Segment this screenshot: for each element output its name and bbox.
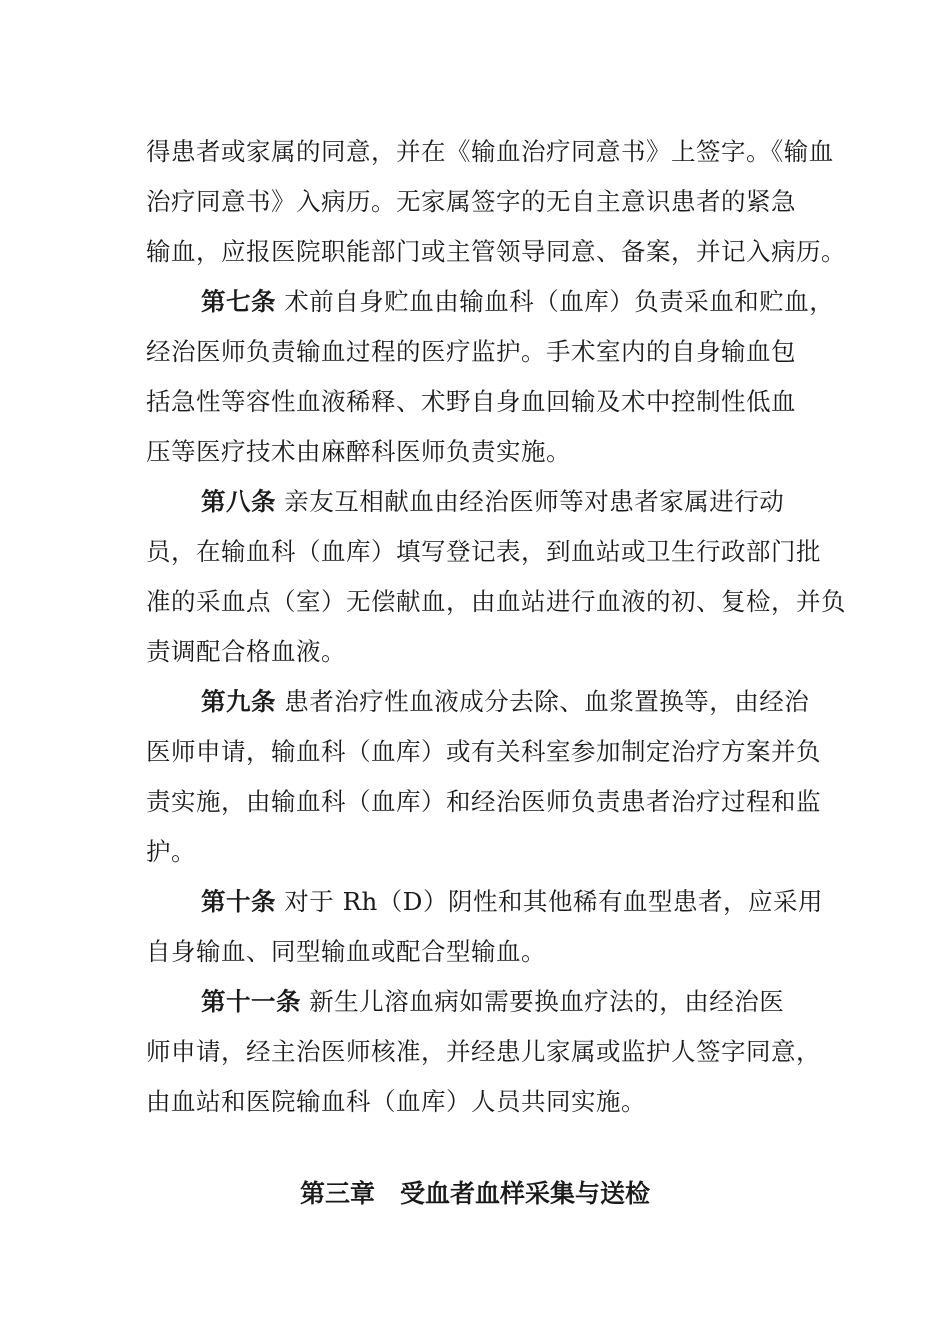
article-10-first-line — [146, 877, 823, 927]
text-line: 患者治疗性血液成分去除、血浆置换等，由经治 — [276, 687, 810, 716]
text-line: 压等医疗技术由麻醉科医师负责实施。 — [146, 437, 571, 466]
text-line: 得患者或家属的同意，并在《输血治疗同意书》上签字。《输血 — [146, 137, 834, 166]
text-line: 员，在输血科（血库）填写登记表，到血站或卫生行政部门批 — [146, 537, 821, 566]
text-line: 由血站和医院输血科（血库）人员共同实施。 — [146, 1087, 646, 1116]
document-body — [146, 127, 846, 1127]
article-number: 第七条 — [201, 287, 276, 316]
article-11-first-line — [146, 977, 814, 1027]
text-line: 师申请，经主治医师核准，并经患儿家属或监护人签字同意， — [146, 1037, 821, 1066]
article-number: 第十条 — [201, 887, 276, 916]
article-number: 第十一条 — [201, 987, 301, 1016]
text-line: 经治医师负责输血过程的医疗监护。手术室内的自身输血包 — [146, 337, 796, 366]
article-number: 第八条 — [201, 487, 276, 516]
text-line: 责实施，由输血科（血库）和经治医师负责患者治疗过程和监 — [146, 787, 821, 816]
text-line: 输血，应报医院职能部门或主管领导同意、备案，并记入病历。 — [146, 237, 846, 266]
text-line: 自身输血、同型输血或配合型输血。 — [146, 937, 546, 966]
text-line: 准的采血点（室）无偿献血，由血站进行血液的初、复检，并负 — [146, 587, 846, 616]
chapter-heading: 第三章 受血者血样采集与送检 — [299, 1179, 650, 1208]
article-8-first-line — [146, 477, 814, 527]
text-line: 对于 Rh（D）阴性和其他稀有血型患者，应采用 — [276, 887, 823, 916]
text-line: 责调配合格血液。 — [146, 637, 346, 666]
article-number: 第九条 — [201, 687, 276, 716]
article-9-first-line — [146, 677, 814, 727]
text-line: 亲友互相献血由经治医师等对患者家属进行动 — [276, 487, 785, 516]
article-7-first-line — [146, 277, 835, 327]
text-line: 医师申请，输血科（血库）或有关科室参加制定治疗方案并负 — [146, 737, 821, 766]
text-line: 治疗同意书》入病历。无家属签字的无自主意识患者的紧急 — [146, 187, 796, 216]
text-line: 新生儿溶血病如需要换血疗法的，由经治医 — [301, 987, 785, 1016]
text-line: 括急性等容性血液稀释、术野自身血回输及术中控制性低血 — [146, 387, 796, 416]
text-line: 护。 — [146, 837, 196, 866]
text-line: 术前自身贮血由输血科（血库）负责采血和贮血， — [276, 287, 835, 316]
